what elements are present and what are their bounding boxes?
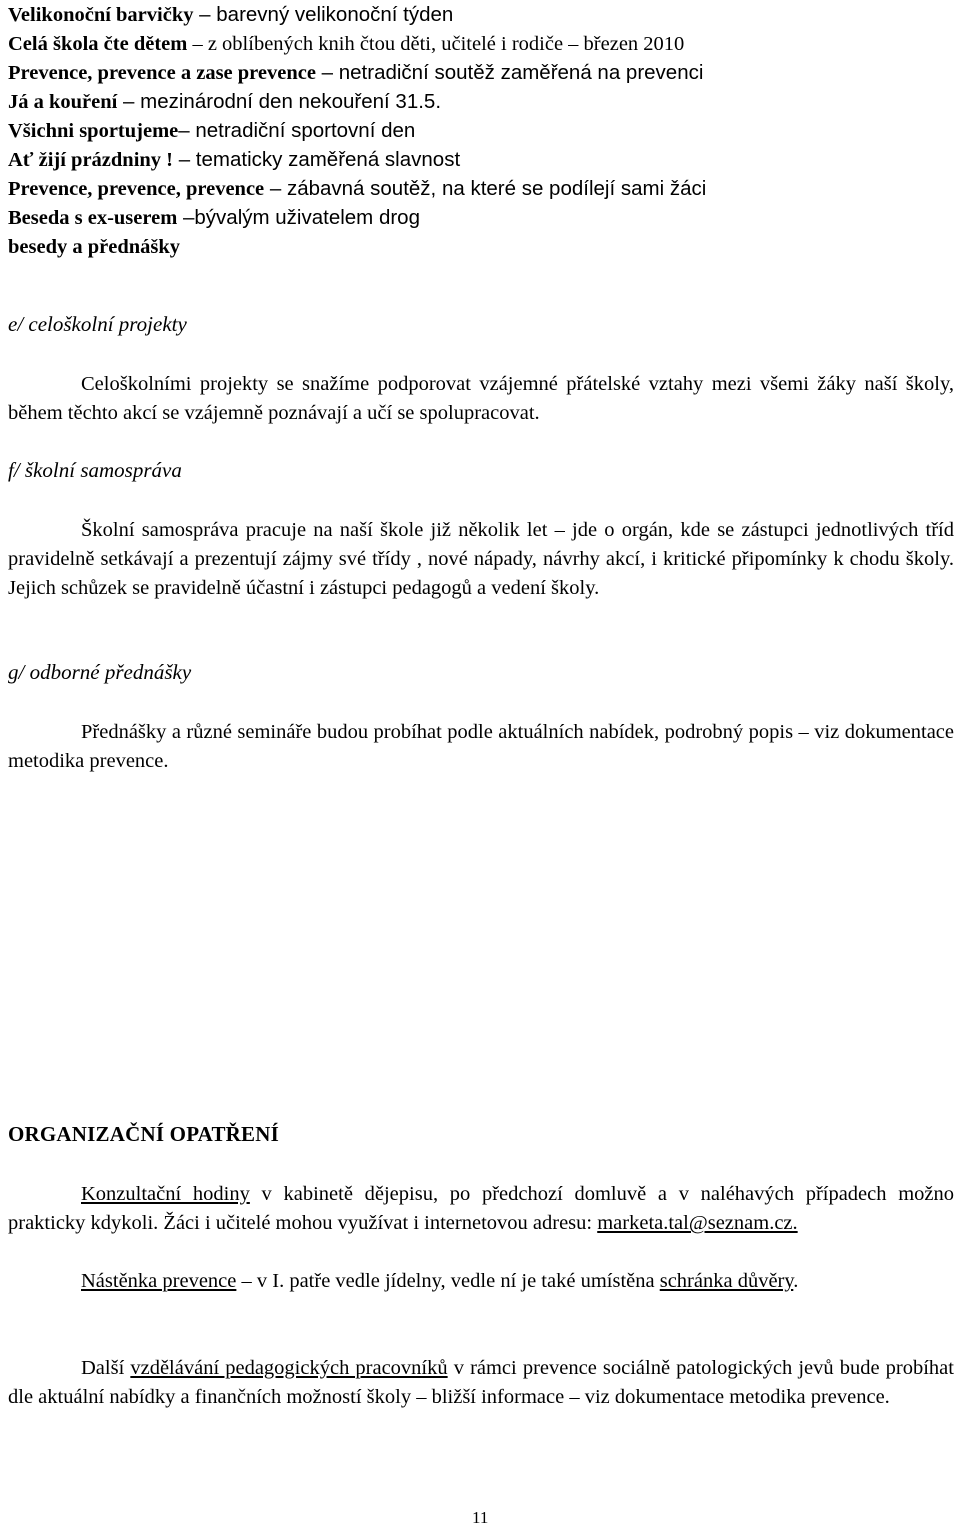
konzultacni-hodiny-label: Konzultační hodiny [81, 1183, 250, 1205]
event-item [8, 0, 953, 29]
event-title: besedy a přednášky [8, 236, 181, 258]
event-list [8, 0, 953, 261]
section-body-e [8, 370, 954, 428]
event-title: Beseda s ex-userem [8, 207, 178, 229]
event-desc: – netradiční sportovní den [178, 119, 416, 142]
section-heading-g: g/ odborné přednášky [8, 660, 192, 684]
event-desc: – barevný velikonoční týden [193, 3, 454, 26]
event-item [8, 116, 953, 145]
nastenka-prevence-label: Nástěnka prevence [81, 1270, 237, 1292]
paragraph-text: Školní samospráva pracuje na naší škole již několik let – jde o orgán, kde se zástupci jednotlivých tříd pravidelně setkávají a prezentují zájmy své třídy , nové nápady, návrhy akcí, i kritické připomínky k chodu školy. Jejich schůzek se pravidelně účastní i zástupci pedagogů a vedení školy. [8, 519, 954, 599]
paragraph-text: v rámci prevence sociálně patologických jevů bude probíhat dle aktuální nabídky a finančních možností školy – bližší informace – viz dokumentace metodika prevence. [8, 1357, 954, 1408]
event-item [8, 174, 953, 203]
schranka-duvery-label: schránka důvěry [659, 1270, 794, 1292]
event-desc: – tematicky zaměřená slavnost [173, 148, 461, 171]
event-title: Prevence, prevence a zase prevence [8, 62, 316, 84]
paragraph-start: Další [81, 1357, 131, 1379]
event-item [8, 87, 953, 116]
section-heading-e: e/ celoškolní projekty [8, 312, 187, 336]
event-item [8, 29, 953, 58]
paragraph-text: – v I. patře vedle jídelny, vedle ní je také umístěna [236, 1270, 660, 1292]
paragraph-vzdelavani [8, 1354, 954, 1412]
event-item [8, 203, 953, 232]
section-heading-f: f/ školní samospráva [8, 458, 182, 482]
paragraph-konzultace [8, 1180, 954, 1238]
paragraph-text: v kabinetě dějepisu, po předchozí domluvě a v naléhavých případech možno prakticky kdykoli. Žáci i učitelé mohou využívat i internetovou adresu: [8, 1183, 954, 1234]
event-title: Všichni sportujeme [8, 120, 179, 142]
event-title: Velikonoční barvičky [8, 4, 194, 26]
vzdelavani-label: vzdělávání pedagogických pracovníků [130, 1357, 448, 1379]
paragraph-text: Celoškolními projekty se snažíme podporovat vzájemné přátelské vztahy mezi všemi žáky naší školy, během těchto akcí se vzájemně poznávají a učí se spolupracovat. [8, 373, 954, 424]
event-desc: – zábavná soutěž, na které se podílejí sami žáci [264, 177, 707, 200]
email-link[interactable]: marketa.tal@seznam.cz. [597, 1212, 798, 1234]
section-title-organizacni: ORGANIZAČNÍ OPATŘENÍ [8, 1122, 279, 1146]
event-title: Celá škola čte dětem [8, 33, 188, 55]
section-body-f [8, 516, 954, 603]
paragraph-end: . [793, 1270, 799, 1292]
event-item [8, 232, 953, 261]
event-title: Já a kouření [8, 91, 118, 113]
page-number: 11 [472, 1508, 489, 1527]
event-desc: –bývalým uživatelem drog [177, 206, 420, 229]
event-desc: – z oblíbených knih čtou děti, učitelé i rodiče – březen 2010 [187, 33, 685, 55]
section-body-g [8, 718, 954, 776]
event-desc: – netradiční soutěž zaměřená na prevenci [315, 61, 704, 84]
event-title: Ať žijí prázdniny ! [8, 149, 174, 171]
event-desc: – mezinárodní den nekouření 31.5. [117, 90, 442, 113]
paragraph-nastenka [8, 1267, 954, 1296]
event-item [8, 58, 953, 87]
event-item [8, 145, 953, 174]
event-title: Prevence, prevence, prevence [8, 178, 265, 200]
paragraph-text: Přednášky a různé semináře budou probíhat podle aktuálních nabídek, podrobný popis – viz dokumentace metodika prevence. [8, 721, 954, 772]
